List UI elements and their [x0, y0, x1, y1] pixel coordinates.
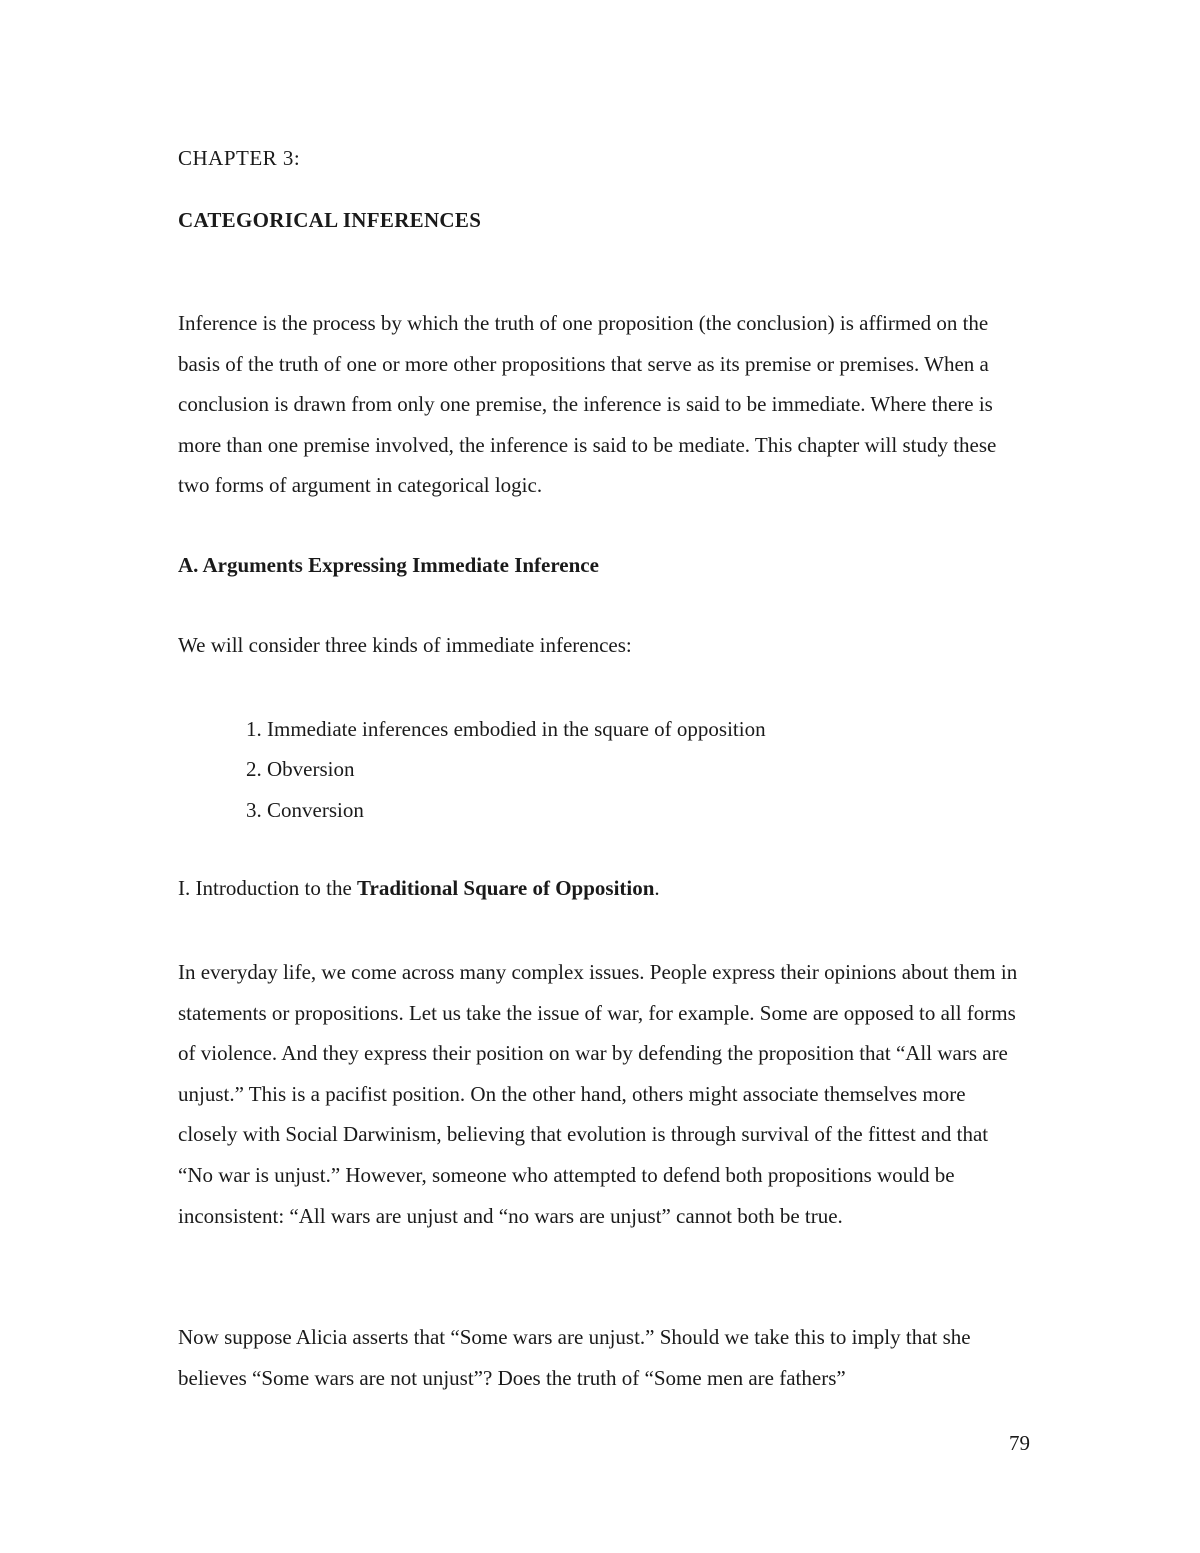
intro-paragraph: Inference is the process by which the truth of one proposition (the conclusion) is affirmed on the basis of the truth of one or more other propositions that serve as its premise or premises. When a conclusion is drawn from only one premise, the inference is said to be immediate. Where there is more than one premise involved, the inference is said to be mediate. This chapter will study these two forms of argument in categorical logic. — [178, 311, 997, 498]
chapter-label: CHAPTER 3: — [178, 146, 301, 170]
section-i-heading — [178, 876, 660, 901]
page-number: 79 — [1009, 1431, 1030, 1455]
section-i-prefix: I. Introduction to the — [178, 876, 358, 900]
list-item: 2. Obversion — [246, 757, 355, 782]
section-a-lead: We will consider three kinds of immediate inferences: — [178, 633, 632, 657]
list-item: 3. Conversion — [246, 797, 364, 822]
chapter-title: CATEGORICAL INFERENCES — [178, 208, 482, 232]
section-i-suffix: . — [654, 876, 660, 900]
section-i-bold-term: Traditional Square of Opposition — [357, 876, 655, 900]
list-item: 1. Immediate inferences embodied in the square of opposition — [246, 717, 766, 741]
section-a-heading: A. Arguments Expressing Immediate Inference — [178, 553, 599, 577]
inference-kinds-list — [246, 709, 766, 830]
war-paragraph: In everyday life, we come across many complex issues. People express their opinions about them in statements or propositions. Let us take the issue of war, for example. Some are opposed to all forms of violence. And they express their position on war by defending the proposition that “All wars are unjust.” This is a pacifist position. On the other hand, others might associate themselves more closely with Social Darwinism, believing that evolution is through survival of the fittest and that “No war is unjust.” However, someone who attempted to defend both propositions would be inconsistent: “All wars are unjust and “no wars are unjust” cannot both be true. — [178, 960, 1018, 1228]
alicia-paragraph: Now suppose Alicia asserts that “Some wars are unjust.” Should we take this to imply that she believes “Some wars are not unjust”? Does the truth of “Some men are fathers” — [178, 1325, 971, 1390]
